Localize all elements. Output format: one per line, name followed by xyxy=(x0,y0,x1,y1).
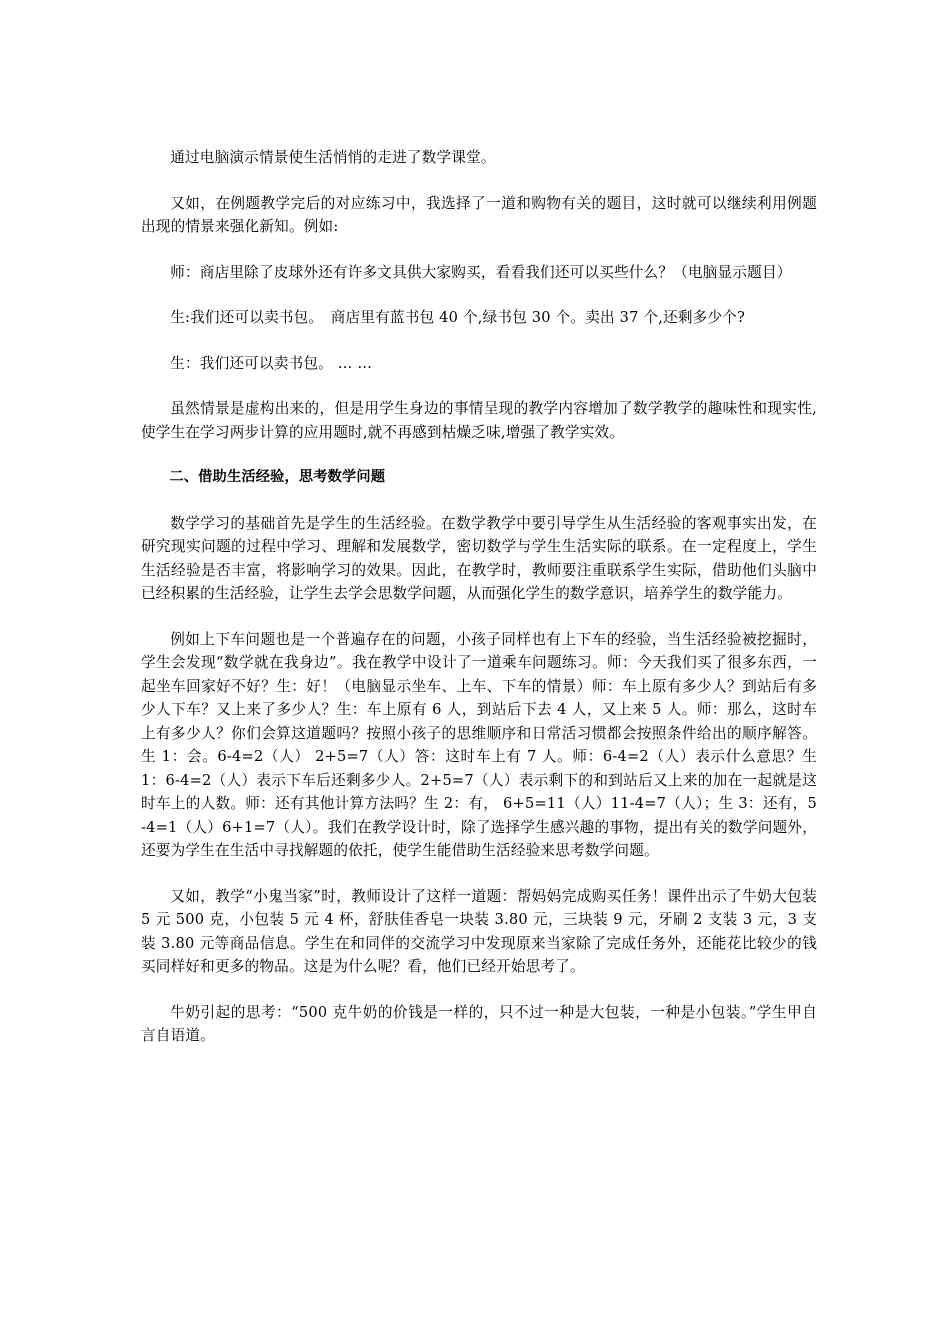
paragraph-shopping-example: 又如，教学“小鬼当家”时，教师设计了这样一道题：帮妈妈完成购买任务！课件出示了牛奶大包装 5 元 500 克，小包装 5 元 4 杯，舒肤佳香皂一块装 3.80 元，三块装 9 元，牙刷 2 支装 3 元，3 支装 3.80 元等商品信息。学生在和同伴的交流学习中发现原来当家除了完成任务外，还能花比较少的钱买同样好和更多的物品。这是为什么呢？看，他们已经开始思考了。 xyxy=(141,887,817,975)
paragraph-scene-summary: 虽然情景是虚构出来的，但是用学生身边的事情呈现的教学内容增加了数学教学的趣味性和现实性,使学生在学习两步计算的应用题时,就不再感到枯燥乏味,增强了教学实效。 xyxy=(141,400,817,441)
paragraph-student-answer-2: 生：我们还可以卖书包。 … … xyxy=(170,354,373,372)
paragraph-milk-thinking: 牛奶引起的思考：“500 克牛奶的价钱是一样的，只不过一种是大包装，一种是小包装。”学生甲自言自语道。 xyxy=(141,1003,817,1044)
paragraph-example-exercise: 又如，在例题教学完后的对应练习中，我选择了一道和购物有关的题目，这时就可以继续利用例题出现的情景来强化新知。例如: xyxy=(141,194,817,235)
paragraph-intro-scene: 通过电脑演示情景使生活悄悄的走进了数学课堂。 xyxy=(170,149,496,166)
document-page xyxy=(141,146,817,1048)
paragraph-life-experience: 数学学习的基础首先是学生的生活经验。在数学教学中要引导学生从生活经验的客观事实出发，在研究现实问题的过程中学习、理解和发展数学，密切数学与学生生活实际的联系。在一定程度上，学生生活经验是否丰富，将影响学习的效果。因此，在教学时，教师要注重联系学生实际，借助他们头脑中已经积累的生活经验，让学生去学会思数学问题，从而强化学生的数学意识，培养学生的数学能力。 xyxy=(141,514,817,602)
paragraph-student-answer: 生:我们还可以卖书包。 商店里有蓝书包 40 个,绿书包 30 个。卖出 37 个,还剩多少个? xyxy=(170,309,746,326)
paragraph-bus-example: 例如上下车问题也是一个普遍存在的问题，小孩子同样也有上下车的经验，当生活经验被挖掘时，学生会发现“数学就在我身边”。我在教学中设计了一道乘车问题练习。师：今天我们买了很多东西，一起坐车回家好不好？生：好！（电脑显示坐车、上车、下车的情景）师：车上原有多少人？到站后有多少人下车？又上来了多少人？生：车上原有 6 人，到站后下去 4 人，又上来 5 人。师：那么，这时车上有多少人？你们会算这道题吗？按照小孩子的思维顺序和日常活习惯都会按照条件给出的顺序解答。生 1：会。6-4=2（人） 2+5=7（人）答：这时车上有 7 人。师：6-4=2（人）表示什么意思？生 1：6-4=2（人）表示下车后还剩多少人。2+5=7（人）表示剩下的和到站后又上来的加在一起就是这时车上的人数。师：还有其他计算方法吗？生 2：有， 6+5=11（人）11-4=7（人）；生 3：还有，5-4=1（人）6+1=7（人）。我们在教学设计时，除了选择学生感兴趣的事物，提出有关的数学问题外，还要为学生在生活中寻找解题的依托，使学生能借助生活经验来思考数学问题。 xyxy=(141,630,817,859)
section-heading: 二、借助生活经验，思考数学问题 xyxy=(169,469,386,485)
paragraph-teacher-question: 师：商店里除了皮球外还有许多文具供大家购买，看看我们还可以买些什么？（电脑显示题目） xyxy=(170,263,792,281)
